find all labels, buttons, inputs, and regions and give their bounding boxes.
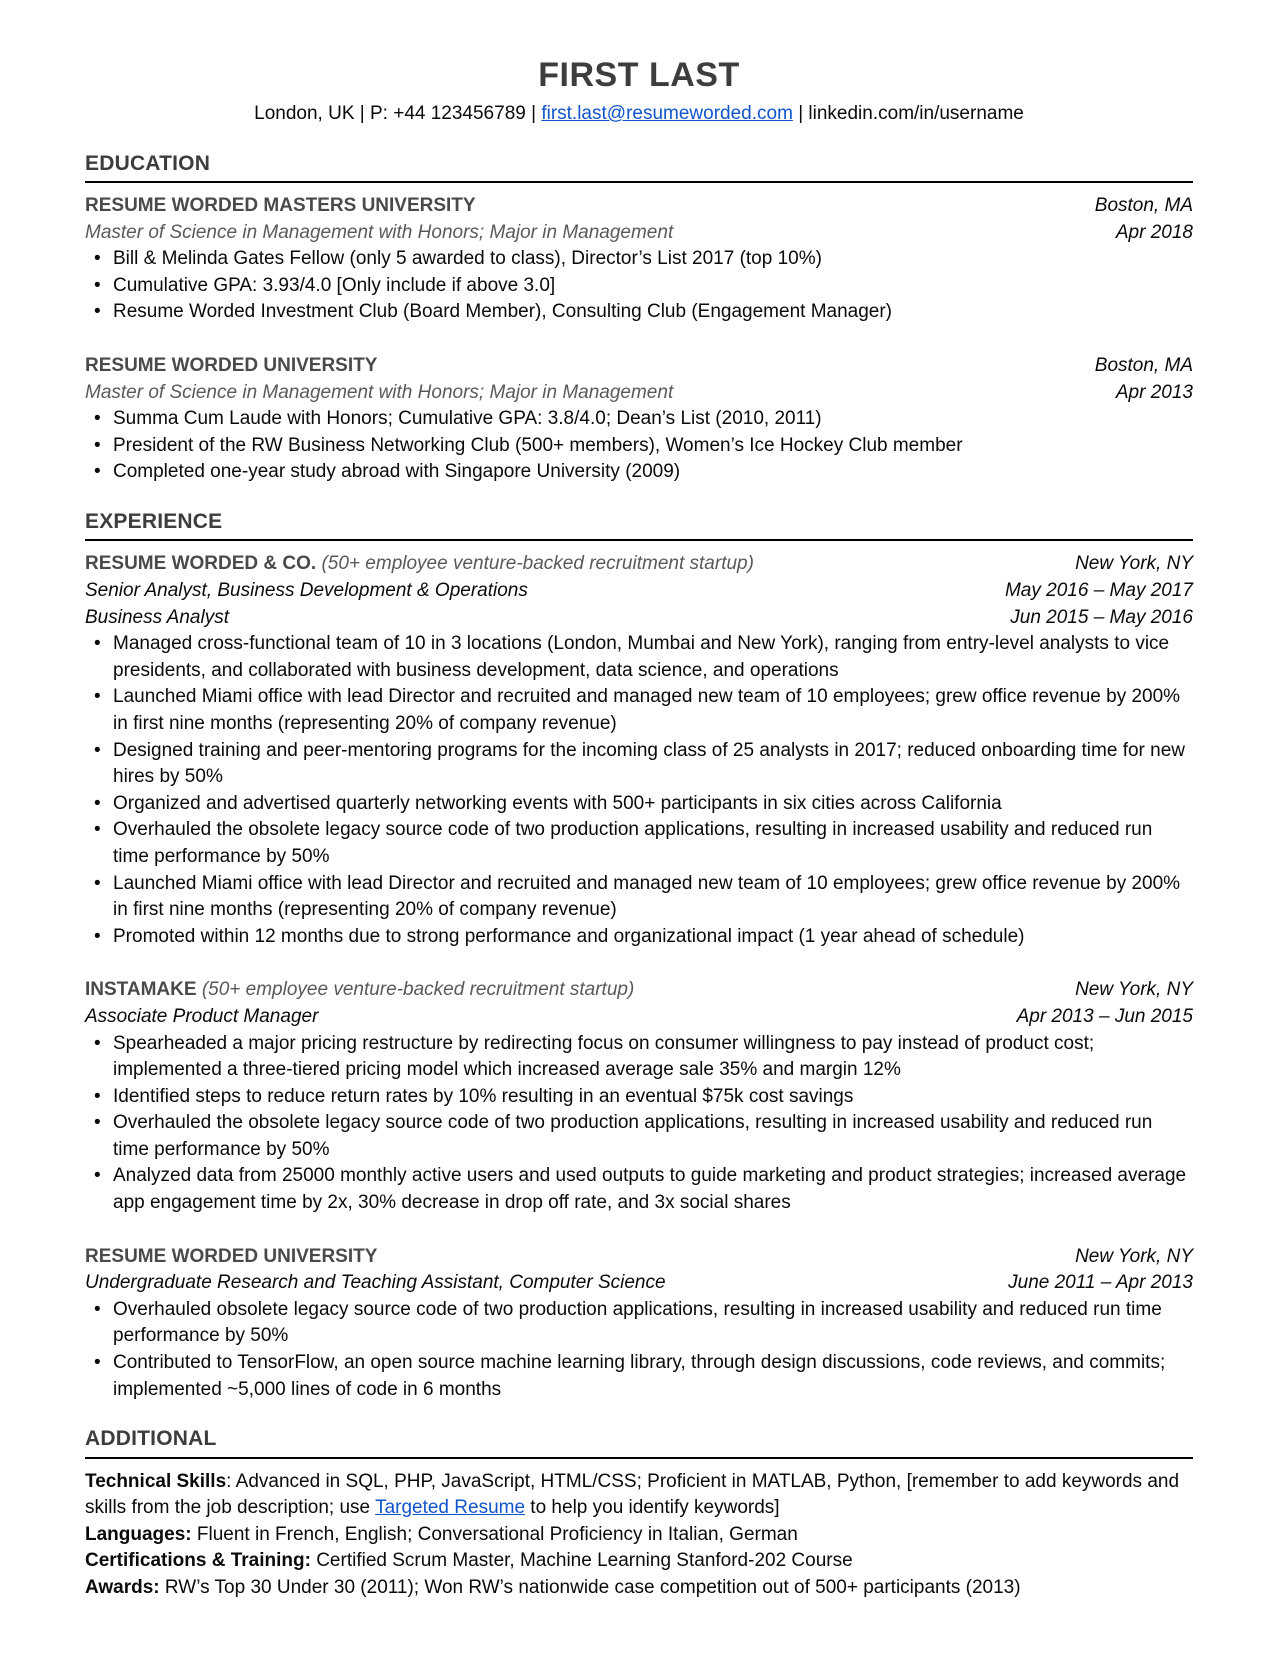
- experience-entry: [85, 551, 1193, 950]
- bullet-item: • President of the RW Business Networking Club (500+ members), Women’s Ice Hockey Club member: [85, 433, 1193, 460]
- bullet-list: [85, 631, 1193, 950]
- role-title: Undergraduate Research and Teaching Assistant, Computer Science: [85, 1272, 666, 1294]
- degree-date: Apr 2018: [1115, 221, 1193, 243]
- section-heading-education: EDUCATION: [85, 149, 1193, 183]
- bullet-item: • Launched Miami office with lead Director and recruited and managed new team of 10 employees; grew office revenue by 200% in first nine months (representing 20% of company revenue): [85, 871, 1193, 924]
- additional-label: Certifications & Training:: [85, 1550, 311, 1572]
- additional-text: RW’s Top 30 Under 30 (2011); Won RW’s nationwide case competition out of 500+ participants (2013): [159, 1576, 1021, 1598]
- degree-date: Apr 2013: [1115, 381, 1193, 403]
- additional-label: Technical Skills: [85, 1470, 227, 1492]
- degree-title: Master of Science in Management with Honors; Major in Management: [85, 221, 674, 243]
- contact-location-phone: London, UK | P: +44 123456789 |: [254, 103, 542, 125]
- role-row: [85, 578, 1193, 605]
- company-line: [85, 977, 634, 1004]
- company-note: (50+ employee venture-backed recruitment startup): [321, 553, 754, 575]
- bullet-item: • Promoted within 12 months due to strong performance and organizational impact (1 year ahead of schedule): [85, 924, 1193, 951]
- resume-name: FIRST LAST: [538, 56, 740, 94]
- additional-text: : Advanced in SQL, PHP, JavaScript, HTML/CSS; Proficient in MATLAB, Python, [remember to add keywords and skills from the job description; use: [85, 1470, 1180, 1519]
- company-name: RESUME WORDED UNIVERSITY: [85, 1245, 378, 1267]
- company-name: RESUME WORDED & CO.: [85, 553, 317, 575]
- company-location: New York, NY: [1075, 553, 1193, 575]
- role-title: Business Analyst: [85, 606, 229, 628]
- entry-header-row: [85, 551, 1193, 578]
- bullet-item: • Designed training and peer-mentoring programs for the incoming class of 25 analysts in 2017; reduced onboarding time for new hires by 50%: [85, 738, 1193, 791]
- additional-text: to help you identify keywords]: [525, 1497, 780, 1519]
- targeted-resume-link[interactable]: Targeted Resume: [375, 1497, 526, 1519]
- experience-entry: [85, 977, 1193, 1216]
- bullet-item: • Completed one-year study abroad with Singapore University (2009): [85, 459, 1193, 486]
- company-line: [85, 551, 754, 578]
- bullet-item: • Summa Cum Laude with Honors; Cumulative GPA: 3.8/4.0; Dean’s List (2010, 2011): [85, 406, 1193, 433]
- bullet-list: [85, 1297, 1193, 1403]
- bullet-item: • Cumulative GPA: 3.93/4.0 [Only include if above 3.0]: [85, 273, 1193, 300]
- additional-text: Certified Scrum Master, Machine Learning Stanford-202 Course: [310, 1550, 853, 1572]
- entry-header-row: [85, 193, 1193, 220]
- experience-entry: [85, 1244, 1193, 1404]
- company-location: New York, NY: [1075, 1245, 1193, 1267]
- company-note: (50+ employee venture-backed recruitment startup): [201, 979, 635, 1001]
- bullet-item: • Bill & Melinda Gates Fellow (only 5 awarded to class), Director’s List 2017 (top 10%): [85, 246, 1193, 273]
- bullet-item: • Overhauled the obsolete legacy source code of two production applications, resulting in increased usability and reduced run time performance by 50%: [85, 817, 1193, 870]
- bullet-item: • Spearheaded a major pricing restructure by redirecting focus on consumer willingness to pay instead of product cost; implemented a three-tiered pricing model which increased average sale 35% and margin 12%: [85, 1031, 1193, 1084]
- degree-title: Master of Science in Management with Honors; Major in Management: [85, 381, 674, 403]
- role-row: [85, 1004, 1193, 1031]
- resume-header: [85, 56, 1193, 128]
- entry-header-row: [85, 353, 1193, 380]
- bullet-item: • Contributed to TensorFlow, an open source machine learning library, through design discussions, code reviews, and commits; implemented ~5,000 lines of code in 6 months: [85, 1350, 1193, 1403]
- bullet-item: • Analyzed data from 25000 monthly active users and used outputs to guide marketing and product strategies; increased average app engagement time by 2x, 30% decrease in drop off rate, and 3x social shares: [85, 1163, 1193, 1216]
- bullet-item: • Launched Miami office with lead Director and recruited and managed new team of 10 employees; grew office revenue by 200% in first nine months (representing 20% of company revenue): [85, 684, 1193, 737]
- role-row: [85, 1270, 1193, 1297]
- education-entry: [85, 193, 1193, 326]
- bullet-item: • Overhauled obsolete legacy source code of two production applications, resulting in increased usability and reduced run time performance by 50%: [85, 1297, 1193, 1350]
- bullet-list: [85, 406, 1193, 486]
- bullet-item: • Managed cross-functional team of 10 in 3 locations (London, Mumbai and New York), ranging from entry-level analysts to vice presidents, and collaborated with business development, data science, and operations: [85, 631, 1193, 684]
- education-entry: [85, 353, 1193, 486]
- section-heading-additional: ADDITIONAL: [85, 1424, 1193, 1458]
- role-row: [85, 605, 1193, 632]
- section-heading-experience: EXPERIENCE: [85, 507, 1193, 541]
- school-name: RESUME WORDED MASTERS UNIVERSITY: [85, 195, 476, 217]
- role-date: June 2011 – Apr 2013: [1008, 1272, 1193, 1294]
- entry-header-row: [85, 1244, 1193, 1271]
- additional-technical-skills: [85, 1469, 1193, 1522]
- role-date: Apr 2013 – Jun 2015: [1016, 1005, 1193, 1027]
- role-date: Jun 2015 – May 2016: [1010, 606, 1193, 628]
- role-title: Senior Analyst, Business Development & Operations: [85, 580, 528, 601]
- school-location: Boston, MA: [1094, 355, 1193, 377]
- role-title: Associate Product Manager: [85, 1005, 319, 1027]
- bullet-item: • Organized and advertised quarterly networking events with 500+ participants in six cities across California: [85, 791, 1193, 818]
- email-link[interactable]: first.last@resumeworded.com: [541, 103, 793, 125]
- bullet-list: [85, 246, 1193, 326]
- bullet-item: • Resume Worded Investment Club (Board Member), Consulting Club (Engagement Manager): [85, 299, 1193, 326]
- bullet-item: • Overhauled the obsolete legacy source code of two production applications, resulting in increased usability and reduced run time performance by 50%: [85, 1110, 1193, 1163]
- company-name: INSTAMAKE: [85, 979, 197, 1001]
- additional-languages: [85, 1522, 1193, 1549]
- role-date: May 2016 – May 2017: [1004, 580, 1193, 601]
- bullet-item: • Identified steps to reduce return rates by 10% resulting in an eventual $75k cost savings: [85, 1084, 1193, 1111]
- additional-label: Languages:: [85, 1523, 192, 1545]
- company-location: New York, NY: [1075, 979, 1193, 1001]
- bullet-list: [85, 1031, 1193, 1217]
- entry-subtitle-row: [85, 380, 1193, 407]
- contact-linkedin: | linkedin.com/in/username: [792, 103, 1024, 125]
- additional-awards: [85, 1575, 1193, 1602]
- additional-text: Fluent in French, English; Conversational Proficiency in Italian, German: [191, 1523, 798, 1545]
- additional-label: Awards:: [85, 1576, 160, 1598]
- entry-subtitle-row: [85, 220, 1193, 247]
- entry-header-row: [85, 977, 1193, 1004]
- school-name: RESUME WORDED UNIVERSITY: [85, 355, 378, 377]
- contact-line: [85, 101, 1193, 128]
- school-location: Boston, MA: [1094, 195, 1193, 217]
- additional-certifications: [85, 1548, 1193, 1575]
